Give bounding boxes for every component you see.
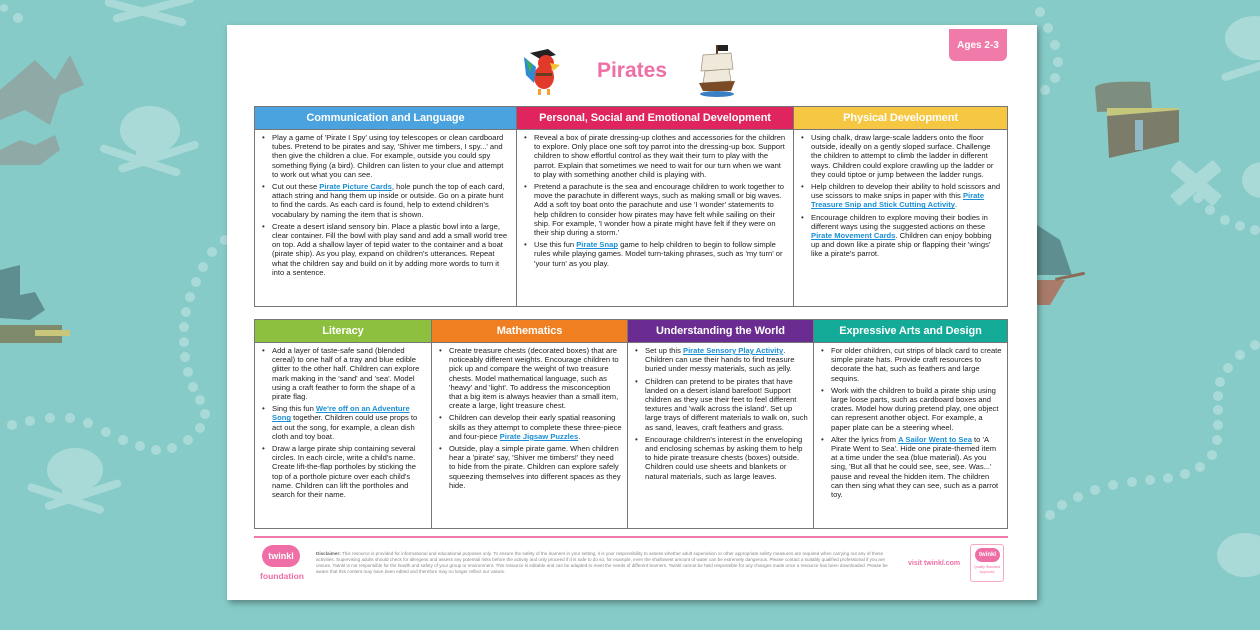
list-item: • Work with the children to build a pirate ship using large loose parts, such as cardboard boxes and crates. Model how during pretend play, one object can represent another object. For example, a paper plate can be a steering wheel. <box>819 386 1002 432</box>
section-understanding-world <box>628 320 814 528</box>
section-physical-development <box>794 107 1007 306</box>
disclaimer-text: Disclaimer: This resource is provided for informational and educational purposes only. To ensure the safety of the learners in your setting, it is your responsibility to assess whether adult supervision or other appropriate safety measures are required when carrying out any of these activities. Supervising adults should check for allergens and assess any potential risks before the activity and only proceed if it is safe to do so; for example, even the shallowest amount of water can be extremely dangerous. Please contact a suitably qualified professional if you are unsure. Twinkl is not responsible for the health and safety of your group or environment. This resource is editable and can be adapted to meet the needs of different learners. Twinkl cannot be held responsible for any changes made once a resource has been downloaded. Please be aware that this content may have been edited and therefore may no longer reflect our values. <box>316 550 888 575</box>
dotted-trail-left <box>0 4 230 455</box>
section-literacy <box>255 320 432 528</box>
skull-crossbones-icon <box>1217 533 1260 577</box>
skull-crossbones-icon <box>104 0 195 27</box>
list-item: • Alter the lyrics from A Sailor Went to Sea to 'A Pirate Went to Sea'. Hide one pirate-themed item at a time under the sea (blue material). As you sing, 'But all that he could see, see, see. Was...' pause and reveal the hidden item. The children can then sing what they can see, such as a parrot toy. <box>819 435 1002 499</box>
page-title: Pirates <box>596 59 668 82</box>
list-item: • Sing this fun We're off on an Adventure Song together. Children could use props to act out the song, for example, a clean dish cloth and toy boat. <box>260 404 426 441</box>
list-item: • Children can develop their early spatial reasoning skills as they attempt to complete these three-piece and four-piece Pirate Jigsaw Puzzles. <box>437 413 622 441</box>
section-mathematics <box>432 320 628 528</box>
island-mountains-icon <box>0 55 84 165</box>
pirate-movement-cards-link[interactable]: Pirate Movement Cards <box>811 231 896 241</box>
dotted-trail-right <box>1035 7 1260 520</box>
pirate-snap-link[interactable]: Pirate Snap <box>576 240 618 250</box>
treasure-snip-activity-link[interactable]: Pirate Treasure Snip and Stick Cutting Activity <box>811 191 985 210</box>
section-communication-language <box>255 107 517 306</box>
section-psed <box>517 107 794 306</box>
sailor-went-to-sea-link[interactable]: A Sailor Went to Sea <box>898 434 972 444</box>
pirate-sensory-play-link[interactable]: Pirate Sensory Play Activity <box>683 346 784 355</box>
adventure-song-link[interactable]: We're off on an Adventure Song <box>272 404 410 423</box>
list-item: • Draw a large pirate ship containing several circles. In each circle, write a child's name. Create lift-the-flap portholes by sticking the top of a porthole picture over each child's name. Children can lift the portholes and search for their name. <box>260 444 426 499</box>
section-heading: Communication and Language <box>255 107 516 130</box>
age-badge: Ages 2-3 <box>949 29 1007 61</box>
skull-crossbones-icon <box>99 106 200 177</box>
skull-crossbones-icon <box>1221 16 1260 82</box>
list-item: • Children can pretend to be pirates that have landed on a desert island barefoot! Support children as they use their feet to feel different textures and 'walk across the island'. Set up large trays of different materials to walk on, such as sand, leaves, craft feathers and grass. <box>633 377 808 432</box>
list-item: • Cut out these Pirate Picture Cards, hole punch the top of each card, attach string and hang them up inside or outside. Go on a pirate hunt to find the cards. As each card is found, help to extend children's vocabulary by naming the item that is shown. <box>260 182 511 219</box>
skull-crossbones-icon <box>26 448 122 515</box>
list-item: • Create treasure chests (decorated boxes) that are noticeably different weights. Encourage children to pick up and compare the weight of two treasure chests. Model mathematical language, such as 'heavy' and 'light'. To address the misconception that a big item is always heavier than a small item, create a large, light treasure chest. <box>437 346 622 410</box>
list-item: • Pretend a parachute is the sea and encourage children to work together to move the parachute in different ways, such as making small or big waves. Add a soft toy boat onto the parachute and use 'I wonder' statements to help children to consider how pirates may have felt while sailing on their ship. For example, 'I wonder how a pirate might have felt if they were on their ship during a storm.' <box>522 182 788 237</box>
list-item: • Help children to develop their ability to hold scissors and use scissors to make snips in paper with this Pirate Treasure Snip and Stick Cutting Activity. <box>799 182 1002 210</box>
pirate-ship-icon <box>697 43 737 98</box>
activity-sheet <box>227 25 1037 600</box>
list-item: • Use this fun Pirate Snap game to help children to begin to follow simple rules while playing games. Model turn-taking phrases, such as 'my turn' or 'your turn' as you play. <box>522 240 788 268</box>
pirate-picture-cards-link[interactable]: Pirate Picture Cards <box>319 182 392 192</box>
list-item: • Create a desert island sensory bin. Place a plastic bowl into a large, clear container. Fill the bowl with play sand and add a small world tree on top. Add a shallow layer of tepid water to the container and a boat (pirate ship). As you play, expand on children's utterances. Repeat what the children say and build on it by adding more words to turn it into a sentence. <box>260 222 511 277</box>
list-item: • Encourage children to explore moving their bodies in different ways using the suggested actions on these Pirate Movement Cards. Children can enjoy bobbing up and down like a pirate ship or flapping their 'wings' like a pirate's parrot. <box>799 213 1002 259</box>
section-heading: Physical Development <box>794 107 1007 130</box>
section-heading: Mathematics <box>432 320 627 343</box>
list-item: • Using chalk, draw large-scale ladders onto the floor outside, ideally on a gently sloped surface. Challenge the children to attempt to climb the ladder in different ways. Children could explore crawling up the ladder or they could tiptoe or jump between the ladder rungs. <box>799 133 1002 179</box>
section-heading: Expressive Arts and Design <box>814 320 1007 343</box>
pirate-jigsaw-puzzles-link[interactable]: Pirate Jigsaw Puzzles <box>499 431 579 441</box>
top-row <box>254 106 1008 307</box>
list-item: • Play a game of 'Pirate I Spy' using toy telescopes or clean cardboard tubes. Pretend to be pirates and say, 'Shiver me timbers, I spy...' and then give the children a clue. For example, outside you could spy something flying (a bird). Children can listen to your clue and attempt to work out what you can see. <box>260 133 511 179</box>
section-heading: Literacy <box>255 320 431 343</box>
section-heading: Personal, Social and Emotional Development <box>517 107 793 130</box>
list-item: • For older children, cut strips of black card to create simple pirate hats. Provide craft resources to decorate the hat, such as feathers and large sequins. <box>819 346 1002 383</box>
list-item: • Encourage children's interest in the enveloping and enclosing schemas by asking them to help to hide pirate treasure chests (boxes) outside. Children could use sheets and blankets or natural materials, such as large leaves. <box>633 435 808 481</box>
visit-twinkl-link[interactable]: visit twinkl.com <box>908 559 961 567</box>
quality-stamp-logo: twinkl Quality Standard Approved <box>970 544 1004 582</box>
list-item: • Set up this Pirate Sensory Play Activity. Children can use their hands to find treasure buried under messy materials, such as jelly. <box>633 346 808 374</box>
skull-crossbones-icon <box>1242 162 1260 198</box>
section-heading: Understanding the World <box>628 320 813 343</box>
bottom-row <box>254 319 1008 529</box>
twinkl-foundation-logo: twinkl foundation <box>256 543 308 583</box>
list-item: • Outside, play a simple pirate game. When children hear a 'pirate' say, 'Shiver me timbers!' they need to hide from the pirate. Children can explore safely squeezing themselves into different spaces as they hide. <box>437 444 622 490</box>
treasure-chest-icon <box>1095 82 1179 158</box>
list-item: • Reveal a box of pirate dressing-up clothes and accessories for the children to explore. Only place one soft toy parrot into the dressing-up box. Support children to show effortful control as they wait their turn to play with the parrot. Explain that sometimes we need to wait for our turn when we want to play with something another child is playing with. <box>522 133 788 179</box>
section-expressive-arts <box>814 320 1007 528</box>
footer <box>254 536 1008 588</box>
list-item: • Add a layer of taste-safe sand (blended cereal) to one half of a tray and blue edible glitter to the other half. Children can explore mark making in the 'sand' and 'sea'. Model using a craft feather to form the shape of a pirate flag. <box>260 346 426 401</box>
x-marks-spot-icon <box>1170 160 1222 207</box>
